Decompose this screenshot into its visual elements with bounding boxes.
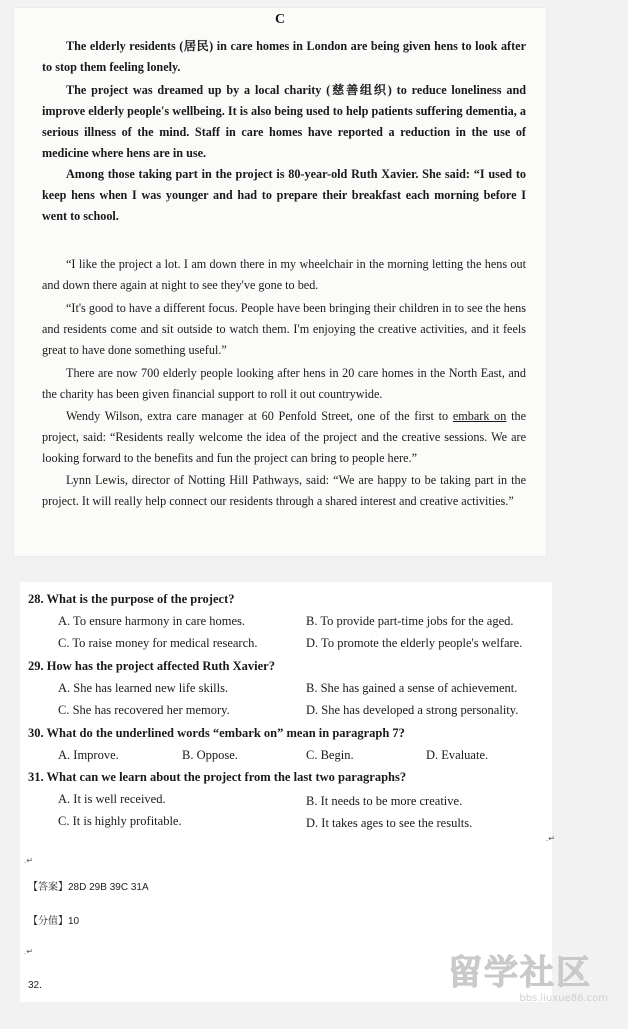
paragraph-7-before: Wendy Wilson, extra care manager at 60 Penfold Street, one of the first to [66,409,453,423]
option-30-c: C. Begin. [306,748,354,762]
next-question-number: 32. [28,980,42,991]
option-29-d: D. She has developed a strong personality. [306,703,519,717]
question-29: 29. How has the project affected Ruth Xavier? [28,659,275,673]
score-line: 【分值】10 [28,916,80,927]
tick-mark: .↵ [24,856,33,865]
option-31-b: B. It needs to be more creative. [306,794,463,808]
option-30-d: D. Evaluate. [426,748,489,762]
option-28-c: C. To raise money for medical research. [58,636,258,650]
paragraph-5: “It's good to have a different focus. People have been bringing their children in to see the hens and residents come and sit outside to watch them. I'm enjoying the creative activities, and it feels great to have done something useful.” [42,301,526,357]
option-28-b: B. To provide part-time jobs for the aged. [306,614,514,628]
option-30-b: B. Oppose. [182,748,238,762]
passage-scan [14,8,546,556]
paragraph-4: “I like the project a lot. I am down there in my wheelchair in the morning letting the hens out and down there again at night to see they've gone to bed. [42,257,526,292]
question-28: 28. What is the purpose of the project? [28,592,235,606]
option-30-a: A. Improve. [58,748,119,762]
tick-mark: .↵ [24,947,33,956]
watermark-logo [448,953,616,1007]
option-29-a: A. She has learned new life skills. [58,681,229,695]
answer-line: 【答案】28D 29B 39C 31A [28,882,149,893]
watermark-text: 留学社区 [448,953,592,993]
paragraph-7 [42,406,526,469]
paragraph-3-text: Among those taking part in the project is 80-year-old Ruth Xavier. She said: “I used to keep hens when I was younger and had to prepare their breakfast each morning before I went to school. [42,167,526,223]
paragraph-6: There are now 700 elderly people looking after hens in 20 care homes in the North East, and the charity has been given financial support to roll it out countrywide. [42,366,526,401]
passage-letter: C [274,12,286,27]
option-31-a: A. It is well received. [58,792,166,806]
tick-mark: .↵ [546,834,555,843]
underlined-phrase: embark on [452,409,507,423]
paragraph-1: The elderly residents (居民) in care homes in London are being given hens to look after to stop them feeling lonely. [42,39,526,74]
option-29-c: C. She has recovered her memory. [58,703,230,717]
watermark-url: bbs.liuxue86.com [519,993,608,1004]
paragraph-2 [42,80,526,164]
questions-scan [20,582,555,1002]
question-31: 31. What can we learn about the project from the last two paragraphs? [28,770,407,784]
option-29-b: B. She has gained a sense of achievement. [306,681,518,695]
paragraph-8: Lynn Lewis, director of Notting Hill Pathways, said: “We are happy to be taking part in the project. It will really help connect our residents through a shared interest and creative activities.” [42,473,526,508]
option-31-c: C. It is highly profitable. [58,814,182,828]
option-31-d: D. It takes ages to see the results. [306,816,473,830]
paragraph-2-text: The project was dreamed up by a local charity (慈善组织) to reduce loneliness and improve elderly people's wellbeing. It is also being used to help patients suffering dementia, a serious illness of the mind. Staff in care homes have reported a reduction in the use of medicine where hens are in use. [42,83,526,160]
paragraph-3 [42,164,526,227]
option-28-d: D. To promote the elderly people's welfare. [306,636,523,650]
question-30: 30. What do the underlined words “embark on” mean in paragraph 7? [28,726,405,740]
option-28-a: A. To ensure harmony in care homes. [58,614,246,628]
paragraph-7-after: the project, said: “Residents really welcome the idea of the project and the creative sessions. We are looking forward to the benefits and fun the project can bring to people here.” [42,409,527,465]
